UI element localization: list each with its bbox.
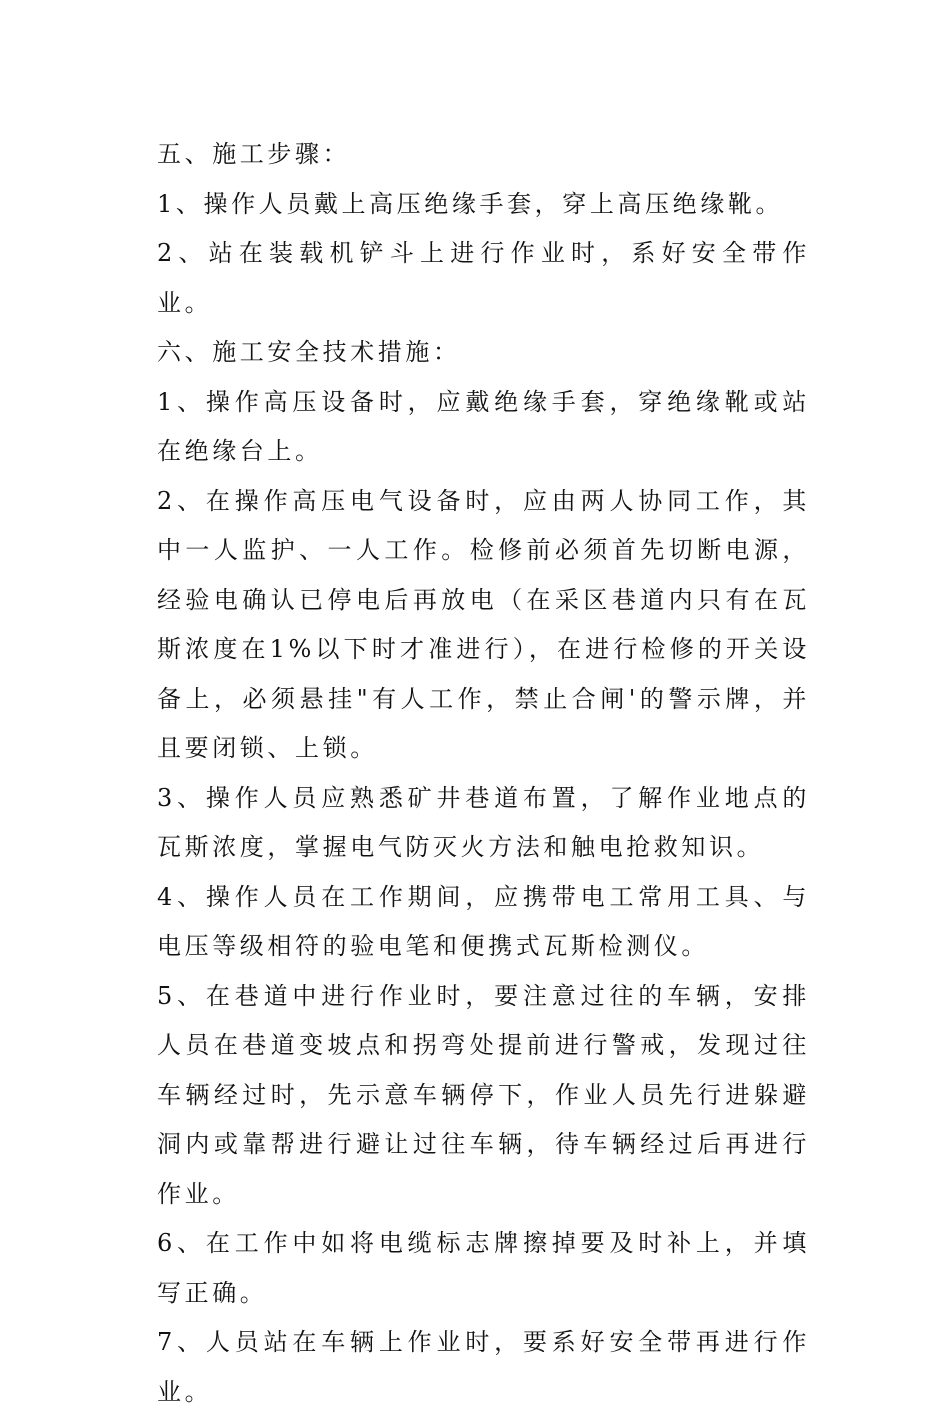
step-item-2: 2、站在装载机铲斗上进行作业时，系好安全带作业。	[157, 239, 810, 317]
section-heading-construction-steps: 五、施工步骤：	[157, 140, 351, 168]
section-heading-safety-measures: 六、施工安全技术措施：	[157, 338, 461, 366]
measure-item-3: 3、操作人员应熟悉矿井巷道布置，了解作业地点的瓦斯浓度，掌握电气防灭火方法和触电抢救知识。	[157, 783, 810, 861]
measure-item-7: 7、人员站在车辆上作业时，要系好安全带再进行作业。	[157, 1328, 810, 1406]
measure-item-4: 4、操作人员在工作期间，应携带电工常用工具、与电压等级相符的验电笔和便携式瓦斯检测仪。	[157, 882, 810, 960]
step-item-1: 1、操作人员戴上高压绝缘手套，穿上高压绝缘靴。	[157, 189, 784, 218]
measure-item-1: 1、操作高压设备时，应戴绝缘手套，穿绝缘靴或站在绝缘台上。	[157, 387, 810, 465]
measure-item-6: 6、在工作中如将电缆标志牌擦掉要及时补上，并填写正确。	[157, 1229, 810, 1307]
measure-item-5: 5、在巷道中进行作业时，要注意过往的车辆，安排人员在巷道变坡点和拐弯处提前进行警戒，发现过往车辆经过时，先示意车辆停下，作业人员先行进躲避洞内或靠帮进行避让过往车辆，待车辆经过后再进行作业。	[157, 981, 810, 1208]
document-body	[145, 130, 810, 1417]
measure-item-2: 2、在操作高压电气设备时，应由两人协同工作，其中一人监护、一人工作。检修前必须首先切断电源，经验电确认已停电后再放电（在采区巷道内只有在瓦斯浓度在1%以下时才准进行），在进行检修的开关设备上，必须悬挂"有人工作，禁止合闸'的警示牌，并且要闭锁、上锁。	[157, 486, 810, 762]
